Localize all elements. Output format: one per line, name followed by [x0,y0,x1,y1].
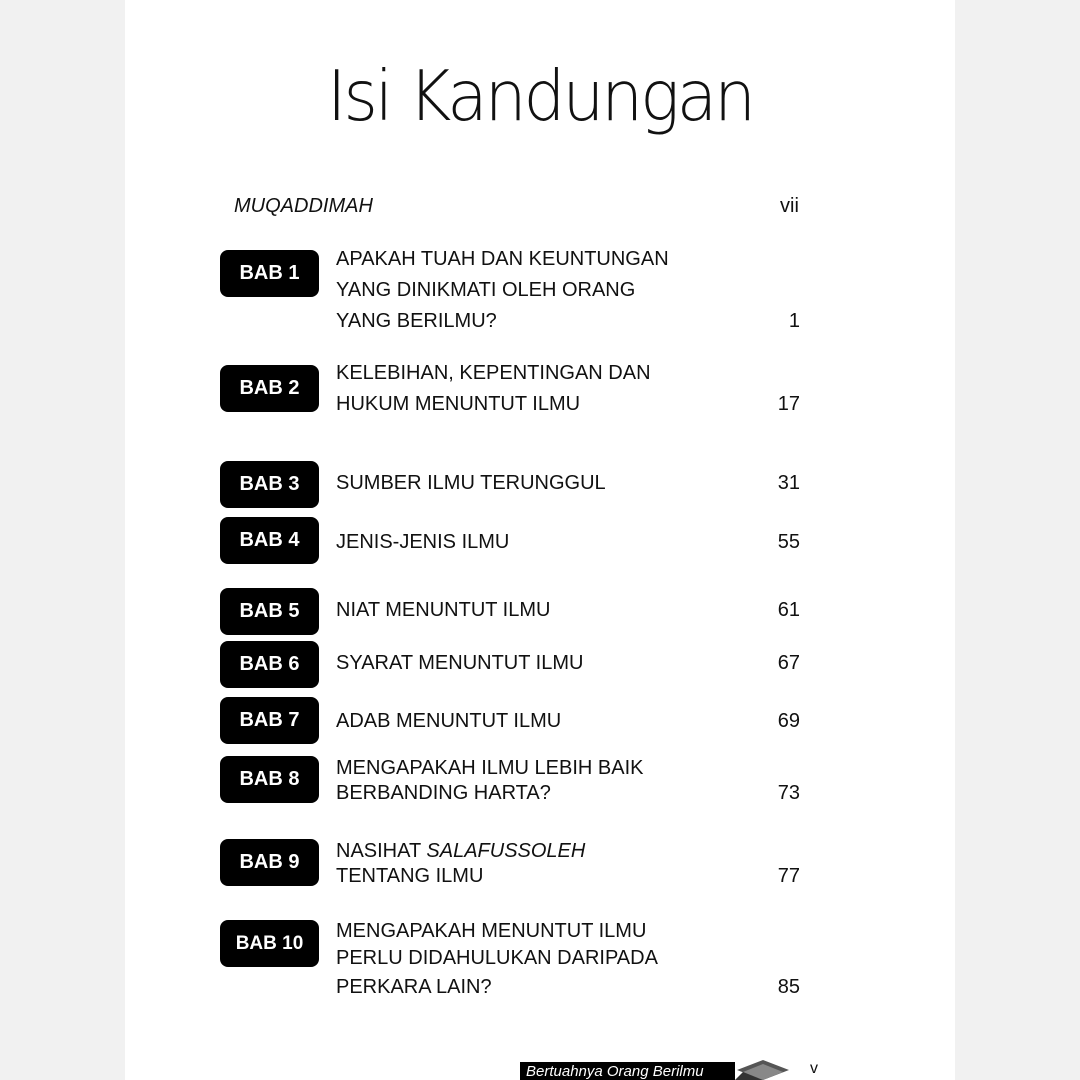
chapter-title-line: HUKUM MENUNTUT ILMU [336,393,581,415]
graduation-cap-icon [733,1058,791,1080]
chapter-title-line: MENGAPAKAH MENUNTUT ILMU [336,920,647,942]
chapter-title-line: APAKAH TUAH DAN KEUNTUNGAN [336,248,669,270]
chapter-badge: BAB 1 [220,250,319,297]
chapter-title-line [336,840,585,863]
chapter-badge: BAB 6 [220,641,319,688]
chapter-title-line: KELEBIHAN, KEPENTINGAN DAN [336,362,651,384]
footer-page-number: v [810,1060,818,1077]
chapter-page: 69 [777,710,800,732]
chapter-page: 31 [777,472,800,494]
chapter-page: 67 [777,652,800,674]
chapter-title-line: PERKARA LAIN? [336,976,492,998]
chapter-badge: BAB 9 [220,839,319,886]
chapter-title-line: BERBANDING HARTA? [336,782,551,804]
chapter-badge: BAB 7 [220,697,319,744]
document-page [125,0,955,1080]
chapter-title-line: SUMBER ILMU TERUNGGUL [336,472,606,494]
chapter-page: 61 [777,599,800,621]
muqaddimah-page: vii [780,195,799,217]
chapter-title-line: YANG BERILMU? [336,310,497,332]
chapter-page: 77 [777,865,800,887]
chapter-title-line: SYARAT MENUNTUT ILMU [336,652,584,674]
page-title: Isi Kandungan [327,56,753,137]
chapter-title-line: YANG DINIKMATI OLEH ORANG [336,279,636,301]
chapter-title-line: ADAB MENUNTUT ILMU [336,710,562,732]
chapter-badge: BAB 4 [220,517,319,564]
chapter-title-line: MENGAPAKAH ILMU LEBIH BAIK [336,757,644,779]
muqaddimah-label: MUQADDIMAH [234,195,373,217]
chapter-badge: BAB 10 [220,920,319,967]
chapter-title-prefix: NASIHAT [336,840,427,862]
chapter-title-italic: SALAFUSSOLEH [426,840,586,862]
chapter-badge: BAB 3 [220,461,319,508]
chapter-page: 55 [777,531,800,553]
footer-book-title: Bertuahnya Orang Berilmu [520,1062,735,1080]
chapter-title-line: NIAT MENUNTUT ILMU [336,599,551,621]
chapter-page: 73 [777,782,800,804]
chapter-badge: BAB 8 [220,756,319,803]
chapter-title-line: TENTANG ILMU [336,865,484,887]
chapter-page: 17 [777,393,800,415]
chapter-page: 1 [788,310,800,332]
chapter-title-line: JENIS-JENIS ILMU [336,531,510,553]
chapter-page: 85 [777,976,800,998]
chapter-badge: BAB 2 [220,365,319,412]
chapter-badge: BAB 5 [220,588,319,635]
chapter-title-line: PERLU DIDAHULUKAN DARIPADA [336,947,658,969]
